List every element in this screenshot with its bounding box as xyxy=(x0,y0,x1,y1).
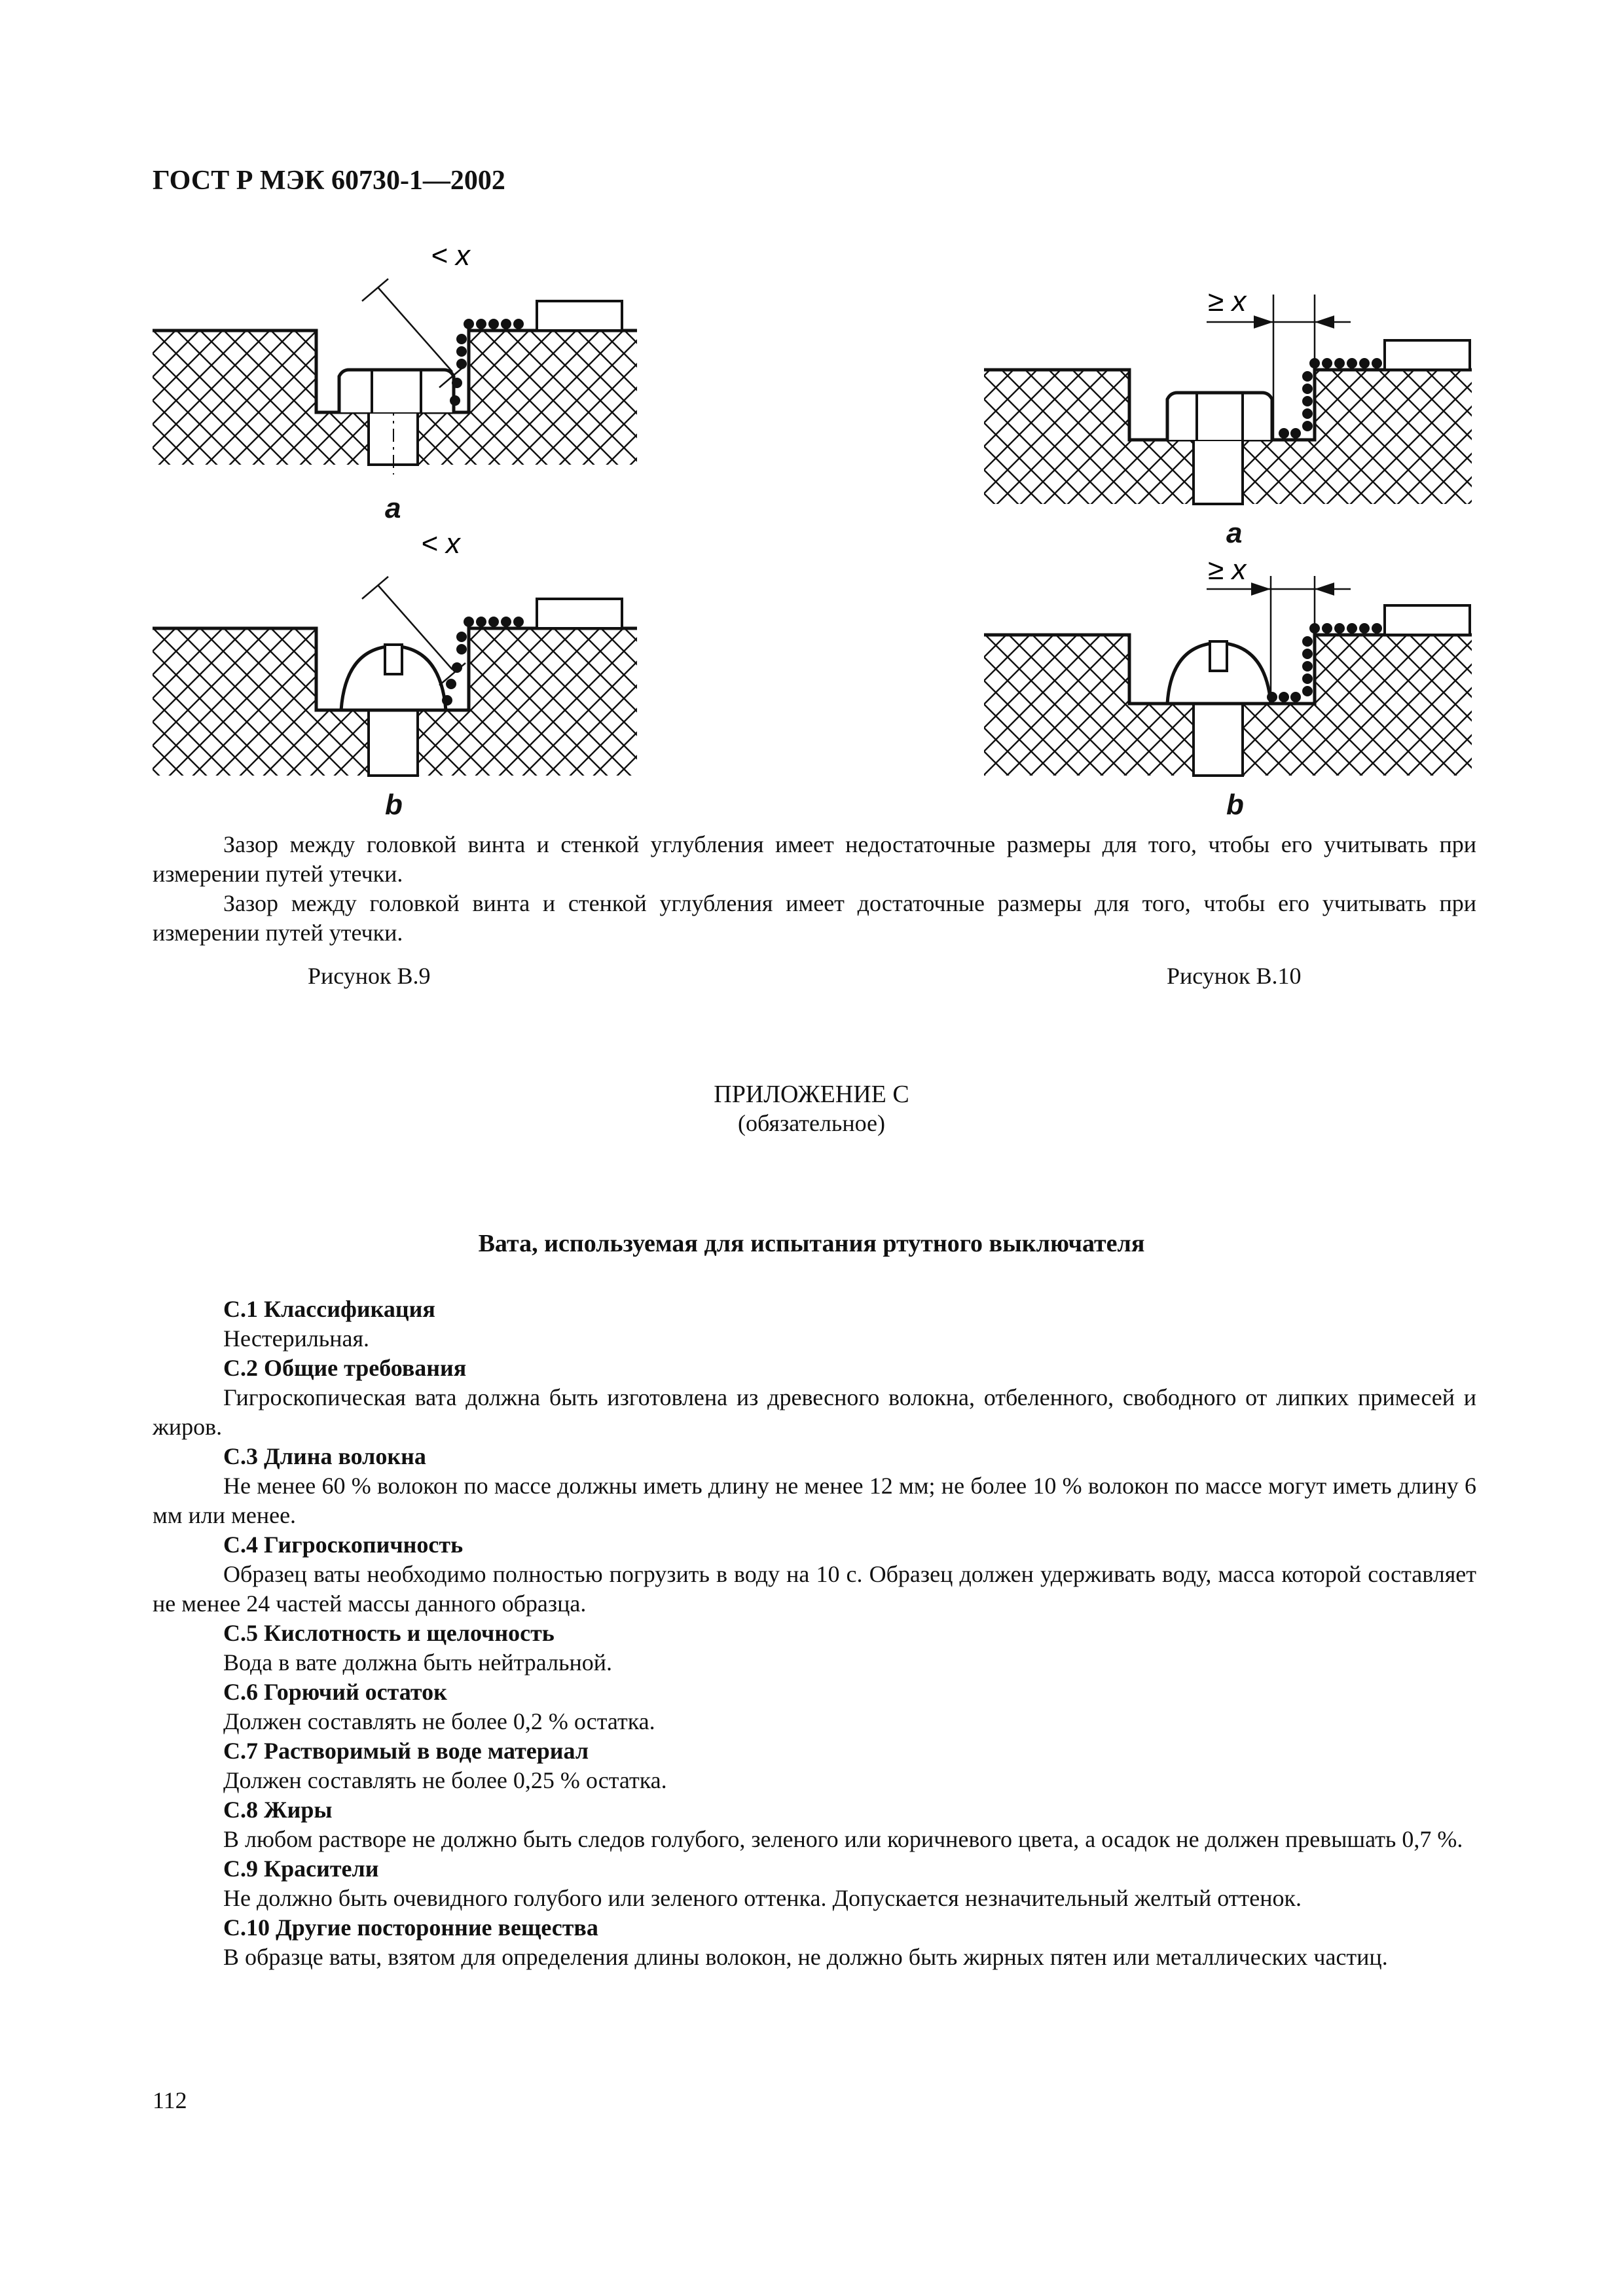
panel-label: a xyxy=(385,492,401,524)
section-text: В образце ваты, взятом для определения длины волокон, не должно быть жирных пятен или металлических частиц. xyxy=(223,1944,1388,1970)
panel-label: b xyxy=(1226,789,1244,821)
figure-caption-b9: Рисунок В.9 xyxy=(308,963,431,989)
section xyxy=(153,1619,1476,1677)
section-text: Вода в вате должна быть нейтральной. xyxy=(223,1649,613,1676)
section-text: Образец ваты необходимо полностью погрузить в воду на 10 с. Образец должен удерживать воду, масса которой составляет не менее 24 частей массы данного образца. xyxy=(153,1561,1476,1617)
section-text: Должен составлять не более 0,25 % остатка. xyxy=(223,1767,667,1793)
section-text: Нестерильная. xyxy=(223,1325,370,1352)
section-title: С.2 Общие требования xyxy=(223,1355,467,1381)
figure-note-2: Зазор между головкой винта и стенкой углубления имеет достаточные размеры для того, чтобы его учитывать при измерении путей утечки. xyxy=(153,890,1476,946)
conductive-part xyxy=(537,599,622,628)
section-title: С.5 Кислотность и щелочность xyxy=(223,1620,555,1646)
figure-b9-b-drawing xyxy=(153,528,650,808)
figure-note-1: Зазор между головкой винта и стенкой углубления имеет недостаточные размеры для того, чтобы его учитывать при измерении путей утечки. xyxy=(153,831,1476,887)
figure-b9-a-drawing xyxy=(153,236,650,511)
section xyxy=(153,1854,1476,1913)
figure-b10-a-drawing xyxy=(984,281,1482,543)
section xyxy=(153,1795,1476,1854)
section xyxy=(153,1442,1476,1530)
dimension-line xyxy=(378,288,452,372)
panel-label: a xyxy=(1226,517,1243,549)
annex-title: ПРИЛОЖЕНИЕ С xyxy=(714,1081,909,1108)
hex-screw-head xyxy=(1167,393,1272,440)
screw-shank xyxy=(369,710,418,776)
hex-screw-head xyxy=(339,370,454,412)
section-title: С.4 Гигроскопичность xyxy=(223,1532,464,1558)
conductive-part xyxy=(1385,340,1470,370)
section xyxy=(153,1736,1476,1795)
dimension-label: ≥ x xyxy=(1208,285,1247,317)
dimension-label: < x xyxy=(421,528,460,560)
annex-sections xyxy=(153,1295,1476,1972)
document-header: ГОСТ Р МЭК 60730-1—2002 xyxy=(153,166,505,196)
section-text: В любом растворе не должно быть следов голубого, зеленого или коричневого цвета, а осадок не должен превышать 0,7 %. xyxy=(223,1826,1463,1852)
section-title: С.9 Красители xyxy=(223,1856,379,1882)
section-title: С.10 Другие посторонние вещества xyxy=(223,1914,598,1941)
section-title: С.7 Растворимый в воде материал xyxy=(223,1738,589,1764)
section xyxy=(153,1295,1476,1354)
section-text: Должен составлять не более 0,2 % остатка. xyxy=(223,1708,655,1734)
section xyxy=(153,1530,1476,1619)
section-title: С.3 Длина волокна xyxy=(223,1443,426,1469)
dimension-label: < x xyxy=(431,240,470,272)
dimension-label: ≥ x xyxy=(1208,554,1247,586)
conductive-part xyxy=(537,301,622,331)
screw-slot xyxy=(1210,641,1227,671)
screw-shank xyxy=(1194,704,1243,776)
page-number: 112 xyxy=(153,2087,187,2113)
panel-label: b xyxy=(385,789,403,821)
section xyxy=(153,1913,1476,1972)
section xyxy=(153,1677,1476,1736)
annex-status: (обязательное) xyxy=(738,1110,885,1136)
screw-slot xyxy=(385,645,402,674)
section xyxy=(153,1354,1476,1442)
section-text: Не менее 60 % волокон по массе должны иметь длину не менее 12 мм; не более 10 % волокон по массе могут иметь длину 6 мм или менее. xyxy=(153,1473,1476,1528)
screw-shank xyxy=(1194,440,1243,504)
conductive-part xyxy=(1385,605,1470,635)
section-text: Не должно быть очевидного голубого или зеленого оттенка. Допускается незначительный желтый оттенок. xyxy=(223,1885,1302,1911)
figure-caption-b10: Рисунок В.10 xyxy=(1167,963,1302,989)
section-title: С.1 Классификация xyxy=(223,1296,435,1322)
section-text: Гигроскопическая вата должна быть изготовлена из древесного волокна, отбеленного, свободного от липких примесей и жиров. xyxy=(153,1384,1476,1440)
section-title: С.8 Жиры xyxy=(223,1797,333,1823)
section-title: С.6 Горючий остаток xyxy=(223,1679,447,1705)
annex-heading: Вата, используемая для испытания ртутного выключателя xyxy=(478,1230,1145,1257)
